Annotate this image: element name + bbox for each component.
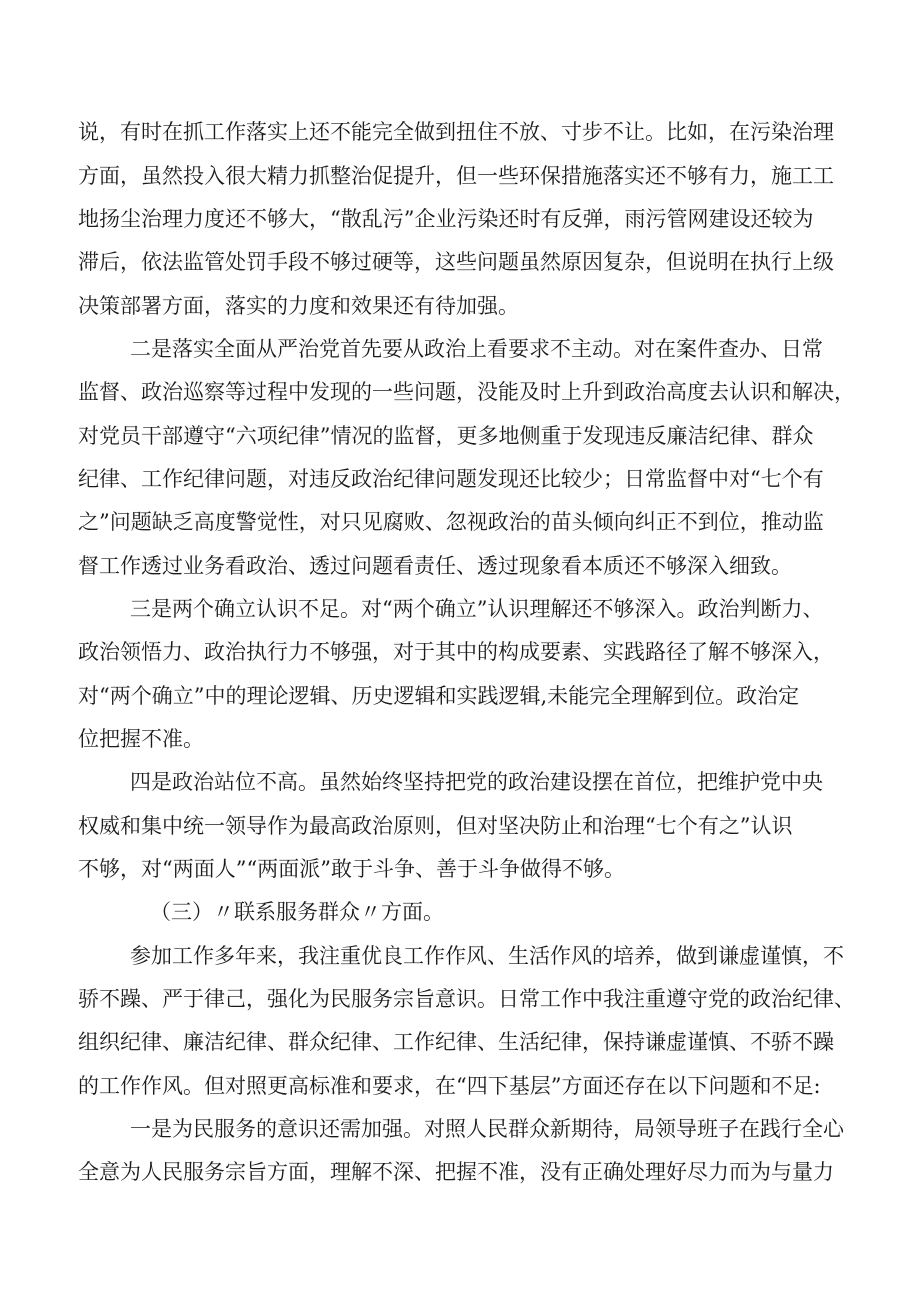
text-line: 三是两个确立认识不足。对“两个确立”认识理解还不够深入。政治判断力、 [130,597,824,621]
text-line: 滞后，依法监管处罚手段不够过硬等，这些问题虽然原因复杂，但说明在执行上级 [78,250,834,274]
text-line: 地扬尘治理力度还不够大，“散乱污”企业污染还时有反弹，雨污管网建设还较为 [78,207,814,231]
text-line: 纪律、工作纪律问题，对违反政治纪律问题发现还比较少；日常监督中对“七个有 [78,467,824,491]
text-line: 参加工作多年来，我注重优良工作作风、生活作风的培养，做到谦虚谨慎，不 [130,944,844,968]
text-line: 方面，虽然投入很大精力抓整治促提升，但一些环保措施落实还不够有力，施工工 [78,164,834,188]
text-line: 之”问题缺乏高度警觉性，对只见腐败、忽视政治的苗头倾向纠正不到位，推动监 [78,510,824,534]
text-line: 决策部署方面，落实的力度和效果还有待加强。 [78,294,519,318]
text-line: 一是为民服务的意识还需加强。对照人民群众新期待，局领导班子在践行全心 [130,1117,844,1141]
text-line: 政治领悟力、政治执行力不够强，对于其中的构成要素、实践路径了解不够深入， [78,640,834,664]
text-line: 二是落实全面从严治党首先要从政治上看要求不主动。对在案件查办、日常 [130,337,823,361]
text-line: 对党员干部遵守“六项纪律”情况的监督，更多地侧重于发现违反廉洁纪律、群众 [78,424,814,448]
text-line: 督工作透过业务看政治、透过问题看责任、透过现象看本质还不够深入细致。 [78,554,792,578]
text-line: 监督、政治巡察等过程中发现的一些问题，没能及时上升到政治高度去认识和解决， [78,380,855,404]
text-line: 位把握不准。 [78,727,204,751]
text-line: 骄不躁、严于律己，强化为民服务宗旨意识。日常工作中我注重遵守党的政治纪律、 [78,987,855,1011]
section-heading: （三）〃联系服务群众〃方面。 [150,900,444,924]
text-line: 全意为人民服务宗旨方面，理解不深、把握不准，没有正确处理好尽力而为与量力 [78,1160,834,1184]
text-line: 不够，对“两面人”“两面派”敢于斗争、善于斗争做得不够。 [78,857,625,881]
text-line: 的工作作风。但对照更高标准和要求，在“四下基层”方面还存在以下问题和不足: [78,1074,821,1098]
text-line: 四是政治站位不高。虽然始终坚持把党的政治建设摆在首位，把维护党中央 [130,770,823,794]
text-line: 权威和集中统一领导作为最高政治原则，但对坚决防止和治理“七个有之”认识 [78,814,793,838]
text-line: 说，有时在抓工作落实上还不能完全做到扭住不放、寸步不让。比如，在污染治理 [78,120,834,144]
text-line: 对“两个确立”中的理论逻辑、历史逻辑和实践逻辑,未能完全理解到位。政治定 [78,684,800,708]
text-line: 组织纪律、廉洁纪律、群众纪律、工作纪律、生活纪律，保持谦虚谨慎、不骄不躁 [78,1030,834,1054]
